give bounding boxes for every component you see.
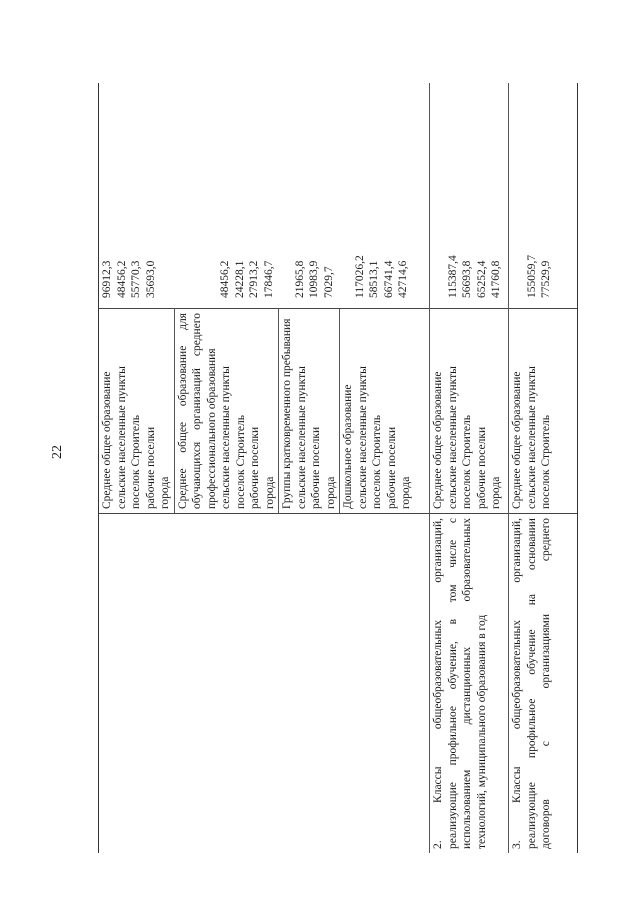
cost-value: 27913,2 [248, 260, 260, 298]
cost-value [158, 83, 173, 298]
cost-value: 66741,4 [382, 260, 395, 298]
group-heading: обучающихся организаций среднего [191, 313, 203, 509]
description-line: 2. Классы общеобразовательных организаций, [432, 518, 444, 849]
cost-value: 58513,1 [368, 260, 380, 298]
value-cell [99, 83, 429, 308]
value-group [174, 83, 278, 298]
description-line: использованием дистанционных образовательных [461, 518, 473, 849]
cost-value: 48456,2 [219, 260, 231, 298]
locality-label: рабочие поселки [310, 426, 322, 509]
description-line: реализующие профильное обучение на основании [525, 518, 538, 849]
cost-value [175, 83, 190, 298]
cost-value [204, 83, 219, 298]
group-heading: профессионального образования [205, 348, 218, 509]
cost-value: 115387,4 [446, 255, 459, 298]
education-group [278, 309, 339, 513]
cost-value [510, 83, 525, 298]
cost-value: 96912,3 [101, 260, 113, 298]
locality-label: сельские населенные пункты [446, 366, 459, 509]
row-description-cell [509, 513, 577, 853]
locality-label: поселок Строитель [540, 415, 552, 509]
cost-value: 48456,2 [115, 260, 128, 298]
description-line: реализующие профильное обучение, в том числе с [446, 518, 459, 849]
value-group [337, 83, 412, 298]
value-group [277, 83, 337, 298]
group-heading: Среднее общее образование для [176, 313, 189, 509]
description-line: договоров с организациями среднего [540, 518, 552, 849]
locality-label: города [263, 476, 276, 509]
cost-value [338, 83, 353, 298]
cost-value: 10983,9 [308, 260, 320, 298]
locality-label: рабочие поселки [475, 426, 488, 509]
cost-value: 117026,2 [353, 255, 366, 298]
cost-value: 65252,4 [475, 260, 488, 298]
locality-label: сельские населенные пункты [356, 366, 369, 509]
cost-value: 77529,9 [540, 260, 552, 298]
table-row [509, 83, 577, 853]
education-group [339, 309, 415, 513]
cost-value: 56693,8 [461, 260, 473, 298]
table-row [99, 83, 430, 853]
cost-value: 41760,8 [490, 260, 502, 298]
group-heading: Среднее общее образование [511, 371, 523, 509]
tariff-table [98, 83, 578, 853]
locality-label: города [400, 476, 412, 509]
page-number: 22 [50, 445, 65, 459]
rotated-table-container [98, 83, 576, 853]
locality-label: сельские населенные пункты [115, 366, 128, 509]
cost-value: 24228,1 [233, 260, 246, 298]
group-heading: Среднее общее образование [101, 371, 113, 509]
education-group [509, 309, 555, 513]
cost-value: 55770,3 [130, 260, 142, 298]
group-heading: Дошкольное образование [342, 384, 354, 509]
cost-value [278, 83, 293, 298]
education-level-cell [509, 308, 577, 513]
education-level-cell [430, 308, 508, 513]
cost-value [189, 83, 204, 298]
locality-label: сельские населенные пункты [220, 366, 232, 509]
value-group [509, 83, 555, 298]
education-group [430, 309, 505, 513]
cost-value: 7029,7 [322, 266, 335, 298]
description-line: 3. Классы общеобразовательных организаций, [511, 518, 523, 849]
value-group [99, 83, 174, 298]
cost-value: 21965,8 [293, 260, 306, 298]
locality-label: сельские населенные пункты [525, 366, 538, 509]
locality-label: поселок Строитель [234, 415, 247, 509]
cost-value: 17846,7 [262, 260, 275, 298]
locality-label: рабочие поселки [144, 426, 157, 509]
value-cell [509, 83, 577, 308]
education-group [174, 309, 279, 513]
cost-value: 42714,6 [397, 260, 409, 298]
locality-label: рабочие поселки [385, 426, 398, 509]
locality-label: поселок Строитель [461, 415, 473, 509]
locality-label: города [490, 476, 502, 509]
locality-label: поселок Строитель [371, 415, 383, 509]
locality-label: рабочие поселки [249, 426, 261, 509]
education-level-cell [99, 308, 429, 513]
row-description-cell [430, 513, 508, 853]
description-line: технологий, муниципального образования в год [475, 614, 488, 849]
education-group [99, 309, 174, 513]
value-group [430, 83, 505, 298]
locality-label: города [159, 476, 171, 509]
cost-value: 155059,7 [525, 254, 538, 298]
group-heading: Среднее общее образование [432, 371, 444, 509]
locality-label: города [324, 476, 337, 509]
table-row [430, 83, 509, 853]
cost-value [431, 83, 446, 298]
row-description-cell [99, 513, 429, 853]
value-cell [430, 83, 508, 308]
locality-label: сельские населенные пункты [295, 366, 308, 509]
group-heading: Группы кратковременного пребывания [281, 318, 293, 509]
cost-value: 35693,0 [144, 260, 157, 298]
locality-label: поселок Строитель [130, 415, 142, 509]
